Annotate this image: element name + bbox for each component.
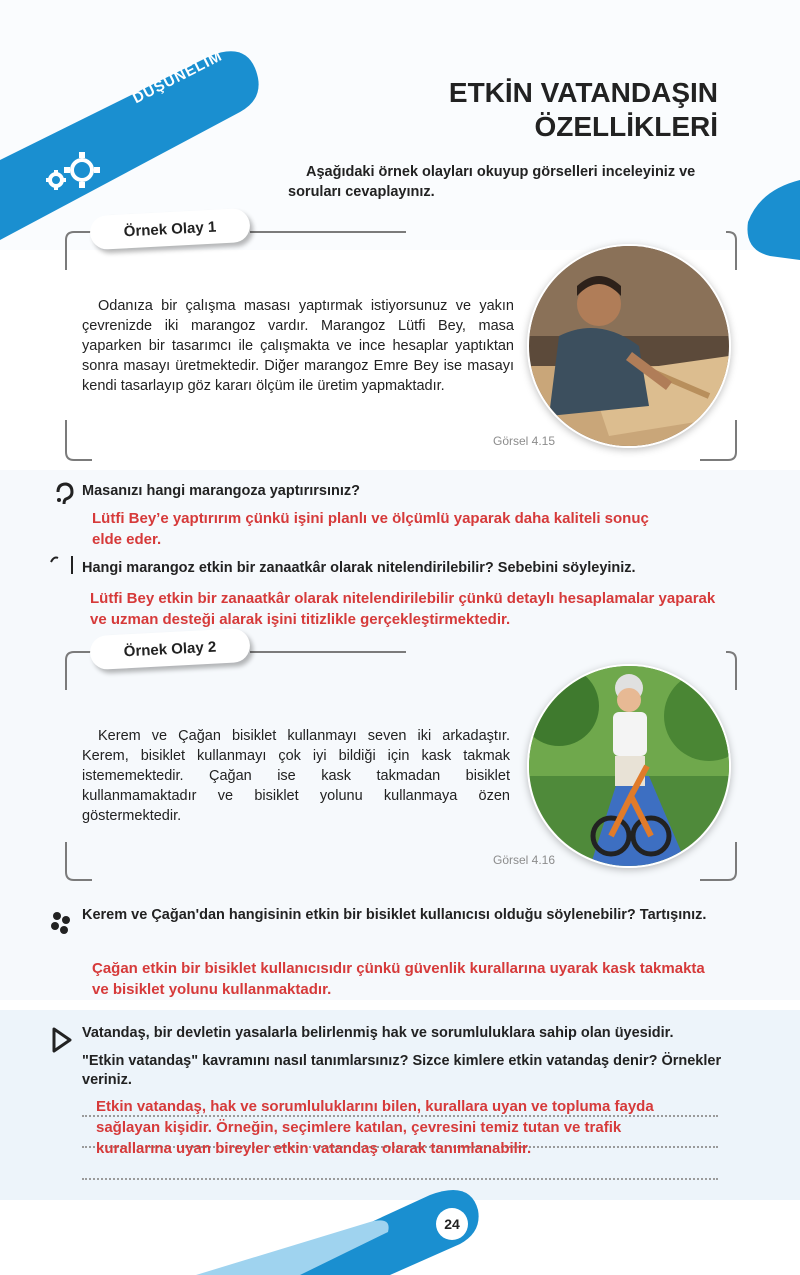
question-4: "Etkin vatandaş" kavramını nasıl tanımlarsınız? Sizce kimlere etkin vatandaş denir? Örnekler veriniz. <box>82 1053 722 1088</box>
page-title: ETKİN VATANDAŞIN ÖZELLİKLERİ <box>448 77 718 142</box>
example-1-label: Örnek Olay 1 <box>89 208 251 250</box>
answer-3: Çağan etkin bir bisiklet kullanıcısıdır çünkü güvenlik kurallarına uyarak kask takmakta ve bisiklet yolunu kullanmaktadır. <box>92 960 705 998</box>
discussion-icon <box>48 910 74 936</box>
ear-icon <box>52 482 76 506</box>
citizen-definition: Vatandaş, bir devletin yasalarla belirlenmiş hak ve sorumluluklara sahip olan üyesidir. <box>82 1025 674 1041</box>
answer-2: Lütfi Bey etkin bir zanaatkâr olarak nitelendirilebilir çünkü detaylı hesaplamalar yaparak ve uzman desteği alarak işini titizlikle gerçekleştirmektedir. <box>90 590 716 628</box>
answer-1: Lütfi Bey’e yaptırırım çünkü işini planlı ve ölçümlü yaparak daha kaliteli sonuç elde eder. <box>92 510 649 548</box>
question-3: Kerem ve Çağan'dan hangisinin etkin bir bisiklet kullanıcısı olduğu söylenebilir? Tartışınız. <box>82 907 707 923</box>
speech-icon <box>48 552 76 576</box>
play-arrow-icon <box>50 1026 74 1054</box>
answer-line-3 <box>82 1178 718 1180</box>
example-2-caption: Görsel 4.16 <box>493 853 556 867</box>
example-1-text: Odanıza bir çalışma masası yaptırmak istiyorsunuz ve yakın çevrenizde iki marangoz vardır. Marangoz Lütfi Bey, masa yaparken bir tasarımcı ile çalışmakta ve ince hesaplar yaptıktan sonra masayı üretmektedir. Diğer marangoz Emre Bey ise masayı kendi tasarlayıp göz kararı ölçüm ile üretim yapmaktadır. <box>82 298 514 394</box>
carpenter-photo <box>527 244 731 448</box>
answer-4: Etkin vatandaş, hak ve sorumluluklarını bilen, kurallara uyan ve topluma fayda sağlayan kişidir. Örneğin, seçimlere katılan, çevresini temiz tutan ve trafik kurallarına uyan bireyler etkin vatandaş olarak tanımlanabilir. <box>96 1098 654 1157</box>
gears-icon <box>44 150 104 194</box>
banner-label: DÜŞÜNELİM <box>130 47 226 108</box>
page-number: 24 <box>436 1208 468 1240</box>
example-2-label: Örnek Olay 2 <box>89 628 251 670</box>
bicycle-photo <box>527 664 731 868</box>
intro-text: Aşağıdaki örnek olayları okuyup görselleri inceleyiniz ve soruları cevaplayınız. <box>288 164 696 200</box>
example-2-text: Kerem ve Çağan bisiklet kullanmayı seven iki arkadaştır. Kerem, bisiklet kullanmayı çok iyi bildiği için kask takmak istememektedir. Çağan ise kask takmadan bisiklet kullanmamaktadır ve bisiklet yolunu kullanmaya özen göstermektedir. <box>82 728 510 824</box>
question-1: Masanızı hangi marangoza yaptırırsınız? <box>82 483 360 499</box>
question-2: Hangi marangoz etkin bir zanaatkâr olarak nitelendirilebilir? Sebebini söyleyiniz. <box>82 560 636 576</box>
example-1-caption: Görsel 4.15 <box>493 434 556 448</box>
